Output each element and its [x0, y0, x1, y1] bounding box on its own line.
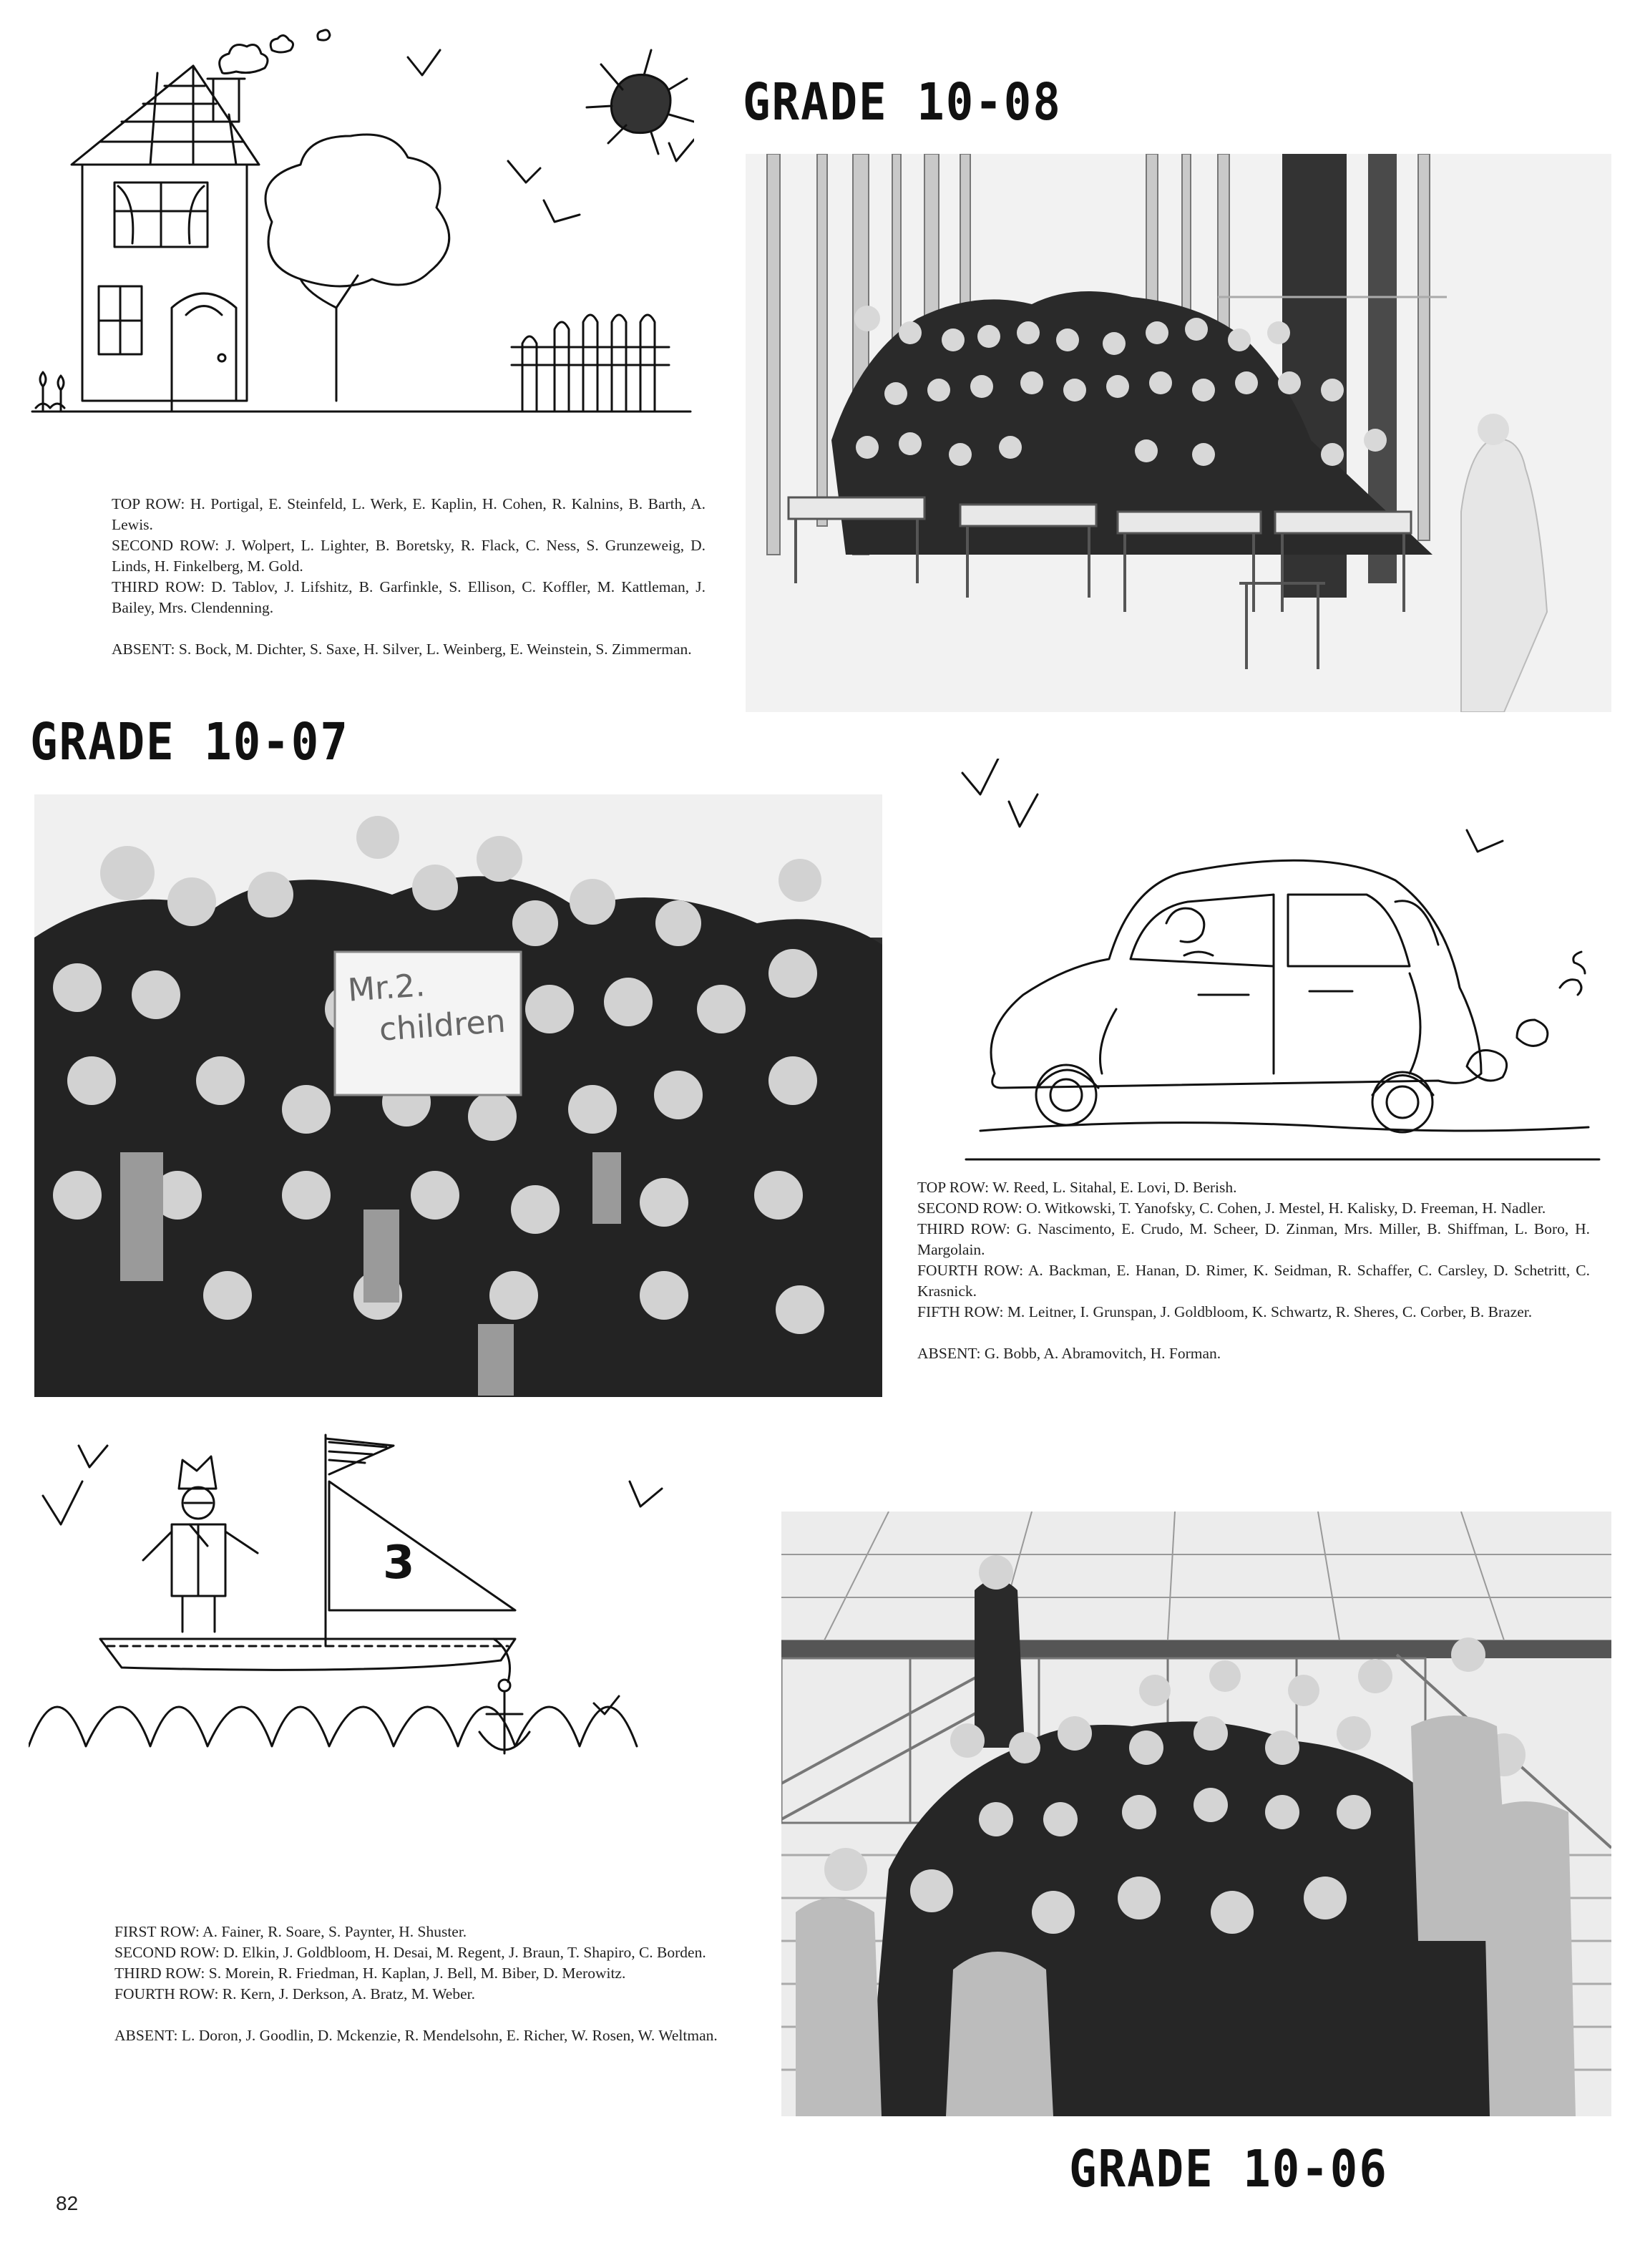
caption-row: TOP ROW: W. Reed, L. Sitahal, E. Lovi, D. Berish.	[917, 1179, 1237, 1196]
ship-sketch	[29, 1431, 694, 1804]
caption-absent: ABSENT: L. Doron, J. Goodlin, D. Mckenzie, R. Mendelsohn, E. Richer, W. Rosen, W. Weltman.	[114, 2027, 718, 2044]
handmade-sign	[346, 959, 509, 1053]
car-sketch	[952, 759, 1603, 1167]
heading-grade-10-07: GRADE 10-07	[30, 713, 349, 772]
caption-row: SECOND ROW: O. Witkowski, T. Yanofsky, C. Cohen, J. Mestel, H. Kalisky, D. Freeman, H. Nadler.	[917, 1199, 1546, 1217]
photo-grade-10-07	[34, 794, 882, 1397]
caption-row: THIRD ROW: S. Morein, R. Friedman, H. Kaplan, J. Bell, M. Biber, D. Merowitz.	[114, 1965, 626, 1982]
heading-grade-10-06: GRADE 10-06	[1069, 2140, 1388, 2199]
caption-row: THIRD ROW: G. Nascimento, E. Crudo, M. Scheer, D. Zinman, Mrs. Miller, B. Shiffman, L. Boro, H. Margolain.	[917, 1220, 1590, 1258]
photo-grade-10-08	[746, 154, 1611, 712]
caption-row: THIRD ROW: D. Tablov, J. Lifshitz, B. Garfinkle, S. Ellison, C. Koffler, M. Kattleman, J. Bailey, Mrs. Clendenning.	[112, 578, 706, 616]
caption-row: FIRST ROW: A. Fainer, R. Soare, S. Paynter, H. Shuster.	[114, 1923, 467, 1940]
house-tree-sketch	[29, 21, 694, 429]
caption-row: FIFTH ROW: M. Leitner, I. Grunspan, J. Goldbloom, K. Schwartz, R. Sheres, C. Corber, B. Brazer.	[917, 1303, 1533, 1320]
heading-grade-10-08: GRADE 10-08	[743, 73, 1062, 132]
caption-absent: ABSENT: S. Bock, M. Dichter, S. Saxe, H. Silver, L. Weinberg, E. Weinstein, S. Zimmerman.	[112, 641, 692, 658]
page-number: 82	[56, 2192, 79, 2214]
sign-text-line1: Mr.2.	[346, 967, 426, 1009]
caption-grade-10-06	[114, 1922, 750, 2046]
photo-grade-10-06	[781, 1512, 1611, 2116]
sign-text-line2: children	[378, 1003, 507, 1048]
sail-number: 3	[383, 1537, 415, 1590]
caption-row: FOURTH ROW: R. Kern, J. Derkson, A. Bratz, M. Weber.	[114, 1985, 475, 2002]
caption-grade-10-08	[112, 494, 706, 660]
caption-grade-10-07	[917, 1177, 1590, 1364]
caption-row: FOURTH ROW: A. Backman, E. Hanan, D. Rimer, K. Seidman, R. Schaffer, C. Carsley, D. Schetritt, C. Krasnick.	[917, 1262, 1590, 1300]
caption-row: SECOND ROW: J. Wolpert, L. Lighter, B. Boretsky, R. Flack, C. Ness, S. Grunzeweig, D. Linds, H. Finkelberg, M. Gold.	[112, 537, 706, 575]
caption-absent: ABSENT: G. Bobb, A. Abramovitch, H. Forman.	[917, 1345, 1221, 1362]
caption-row: TOP ROW: H. Portigal, E. Steinfeld, L. Werk, E. Kaplin, H. Cohen, R. Kalnins, B. Barth, A. Lewis.	[112, 495, 706, 533]
caption-row: SECOND ROW: D. Elkin, J. Goldbloom, H. Desai, M. Regent, J. Braun, T. Shapiro, C. Borden.	[114, 1944, 706, 1961]
